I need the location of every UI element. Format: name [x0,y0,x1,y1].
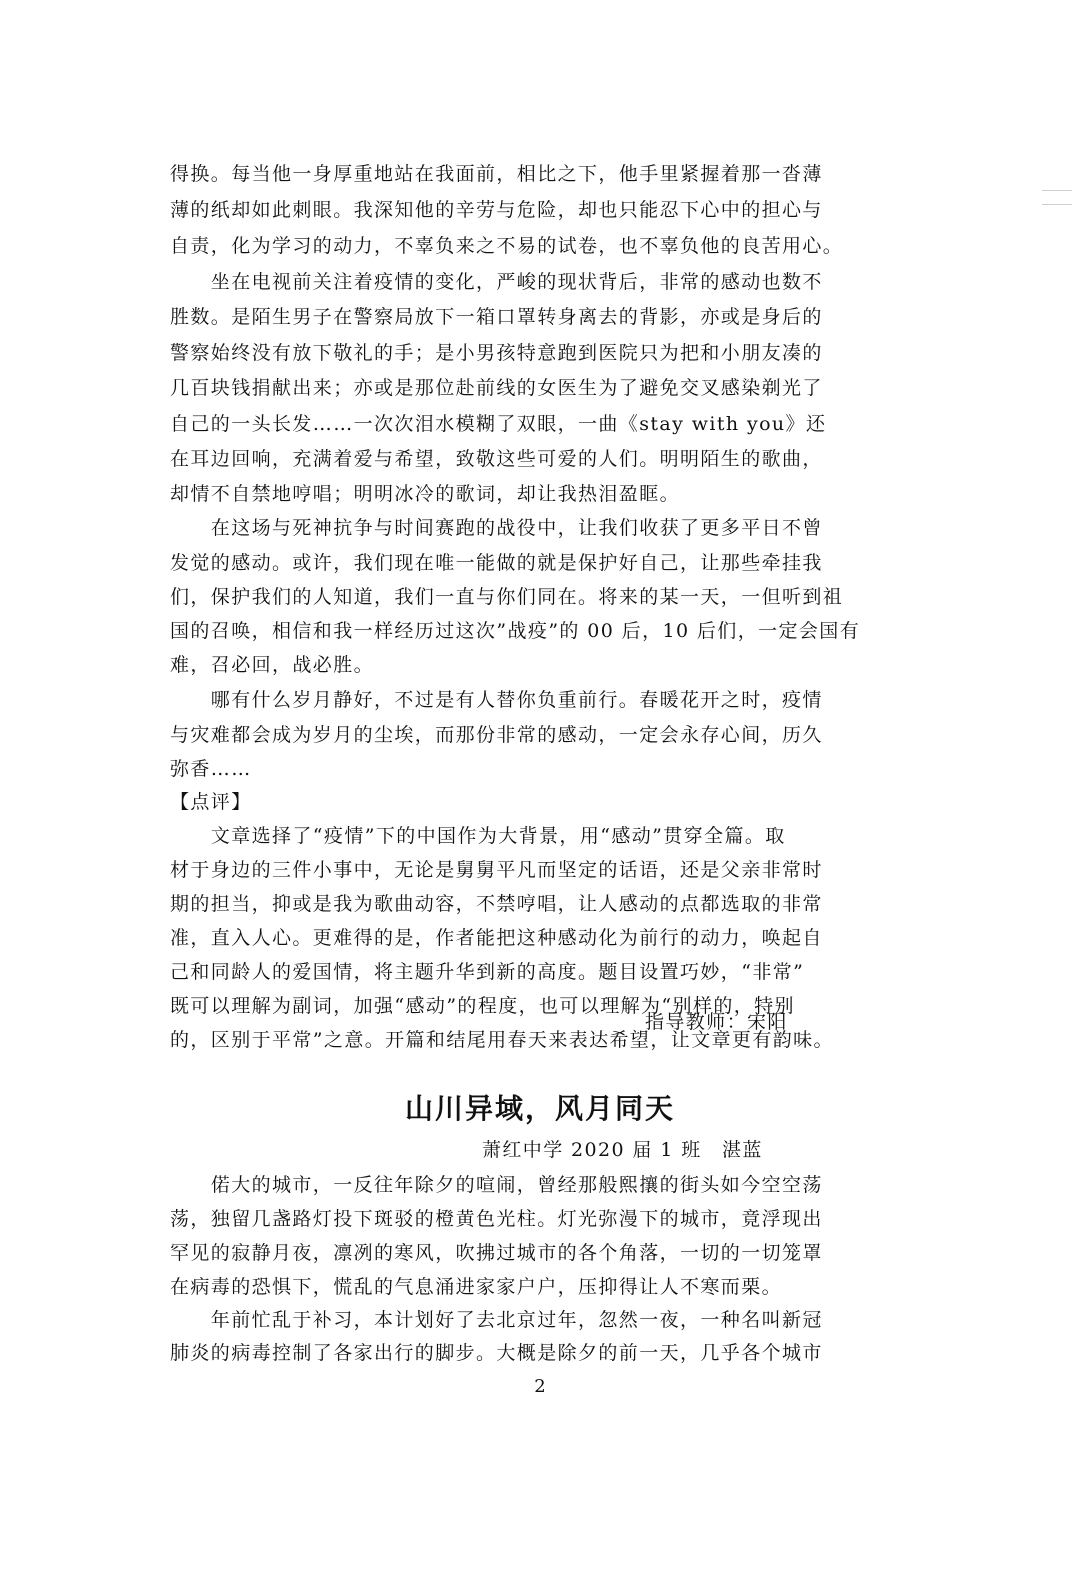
text-line: 文章选择了“疫情”下的中国作为大背景，用“感动”贯穿全篇。取 [170,825,786,847]
text-line: 年前忙乱于补习，本计划好了去北京过年，忽然一夜，一种名叫新冠 [170,1309,823,1331]
text-line: 几百块钱捐献出来；亦或是那位赴前线的女医生为了避免交叉感染剃光了 [170,377,823,399]
text-line: 材于身边的三件小事中，无论是舅舅平凡而坚定的话语，还是父亲非常时 [170,859,823,881]
teacher-credit: 指导教师：宋阳 [645,1011,788,1033]
text-line: 的，区别于平常”之意。开篇和结尾用春天来表达希望，让文章更有韵味。 [170,1029,834,1051]
scan-edge-mark [1042,190,1072,191]
text-line: 得换。每当他一身厚重地站在我面前，相比之下，他手里紧握着那一沓薄 [170,163,823,185]
text-line: 肺炎的病毒控制了各家出行的脚步。大概是除夕的前一天，几乎各个城市 [170,1342,823,1364]
page-number: 2 [534,1376,546,1397]
text-line: 国的召唤，相信和我一样经历过这次”战疫”的 00 后，10 后们，一定会国有 [170,620,861,642]
text-line: 胜数。是陌生男子在警察局放下一箱口罩转身离去的背影，亦或是身后的 [170,306,823,328]
text-line: 自责，化为学习的动力，不辜负来之不易的试卷，也不辜负他的良苦用心。 [170,235,844,257]
article-byline: 萧红中学 2020 届 1 班 湛蓝 [482,1139,763,1161]
text-line: 自己的一头长发……一次次泪水模糊了双眼，一曲《stay with you》还 [170,413,827,435]
text-line: 既可以理解为副词，加强“感动”的程度，也可以理解为“别样的，特别 [170,995,795,1017]
text-line: 荡，独留几盏路灯投下斑驳的橙黄色光柱。灯光弥漫下的城市，竟浮现出 [170,1208,823,1230]
scan-edge-mark-2 [1042,204,1072,205]
text-line: 期的担当，抑或是我为歌曲动容，不禁哼唱，让人感动的点都选取的非常 [170,893,823,915]
text-line: 在耳边回响，充满着爱与希望，致敬这些可爱的人们。明明陌生的歌曲， [170,448,823,470]
text-line: 却情不自禁地哼唱；明明冰冷的歌词，却让我热泪盈眶。 [170,483,681,505]
text-line: 们，保护我们的人知道，我们一直与你们同在。将来的某一天，一但听到祖 [170,586,844,608]
text-line: 警察始终没有放下敬礼的手；是小男孩特意跑到医院只为把和小朋友凑的 [170,342,823,364]
text-line: 发觉的感动。或许，我们现在唯一能做的就是保护好自己，让那些牵挂我 [170,552,823,574]
text-line: 在这场与死神抗争与时间赛跑的战役中，让我们收获了更多平日不曾 [170,517,823,539]
text-line: 难，召必回，战必胜。 [170,654,375,676]
text-line: 罕见的寂静月夜，凛冽的寒风，吹拂过城市的各个角落，一切的一切笼罩 [170,1242,823,1264]
text-line: 弥香…… [170,758,252,780]
text-line: 己和同龄人的爱国情，将主题升华到新的高度。题目设置巧妙，“非常” [170,961,805,983]
comment-heading: 【点评】 [170,791,252,813]
text-line: 薄的纸却如此刺眼。我深知他的辛劳与危险，却也只能忍下心中的担心与 [170,199,823,221]
text-line: 偌大的城市，一反往年除夕的喧闹，曾经那般熙攘的街头如今空空荡 [170,1174,823,1196]
article-title: 山川异域，风月同天 [404,1092,675,1125]
text-line: 与灾难都会成为岁月的尘埃，而那份非常的感动，一定会永存心间，历久 [170,724,823,746]
text-line: 哪有什么岁月静好，不过是有人替你负重前行。春暖花开之时，疫情 [170,689,823,711]
text-line: 准，直入人心。更难得的是，作者能把这种感动化为前行的动力，唤起自 [170,927,823,949]
text-line: 在病毒的恐惧下，慌乱的气息涌进家家户户，压抑得让人不寒而栗。 [170,1276,783,1298]
text-line: 坐在电视前关注着疫情的变化，严峻的现状背后，非常的感动也数不 [170,271,823,293]
